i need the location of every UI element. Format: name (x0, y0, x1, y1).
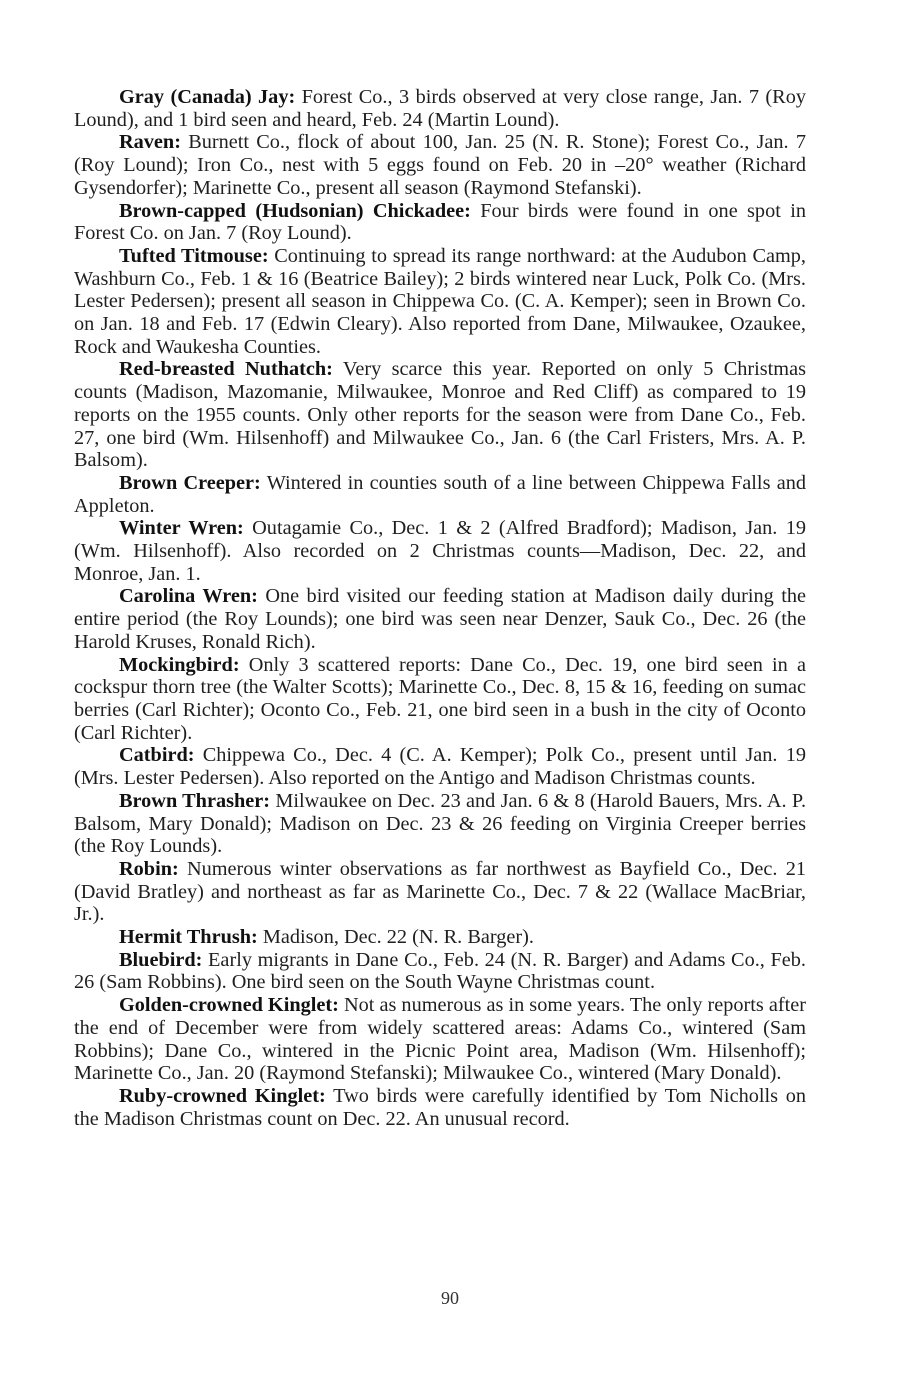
species-name: Tufted Titmouse: (119, 244, 269, 267)
entry-red-breasted-nuthatch (74, 358, 806, 472)
entry-golden-crowned-kinglet (74, 994, 806, 1085)
entry-text: Four birds were found in one spot in Forest Co. on Jan. 7 (Roy Lound). (74, 199, 806, 245)
entry-brown-creeper (74, 472, 806, 517)
entry-tufted-titmouse (74, 245, 806, 359)
entry-text: Forest Co., 3 birds observed at very close range, Jan. 7 (Roy Lound), and 1 bird seen and heard, Feb. 24 (Martin Lound). (74, 86, 806, 131)
species-name: Carolina Wren: (119, 585, 258, 608)
entry-bluebird (74, 949, 806, 994)
entry-text: Two birds were carefully identified by Tom Nicholls on the Madison Christmas count on Dec. 22. An unusual record. (74, 1084, 806, 1130)
entry-ruby-crowned-kinglet (74, 1085, 806, 1130)
species-name: Robin: (119, 857, 179, 880)
species-name: Gray (Canada) Jay: (119, 86, 296, 108)
species-name: Red-breasted Nuthatch: (119, 358, 333, 381)
page-number: 90 (441, 1288, 459, 1308)
entry-text: Milwaukee on Dec. 23 and Jan. 6 & 8 (Harold Bauers, Mrs. A. P. Balsom, Mary Donald); Madison on Dec. 23 & 26 feeding on Virginia Creeper berries (the Roy Lounds). (74, 789, 807, 858)
species-name: Raven: (119, 131, 181, 154)
entry-text: Madison, Dec. 22 (N. R. Barger). (257, 926, 534, 949)
species-name: Ruby-crowned Kinglet: (119, 1084, 326, 1107)
entry-text: Chippewa Co., Dec. 4 (C. A. Kemper); Polk Co., present until Jan. 19 (Mrs. Lester Pedersen). Also reported on the Antigo and Madison Christmas counts. (74, 744, 806, 790)
entry-text: Not as numerous as in some years. The only reports after the end of December were from widely scattered areas: Adams Co., wintered (Sam Robbins); Dane Co., wintered in the Picnic Point area, Madison (Wm. Hilsenhoff); Marinette Co., Jan. 20 (Raymond Stefanski); Milwaukee Co., wintered (Mary Donald). (74, 994, 807, 1085)
species-name: Bluebird: (119, 948, 203, 971)
entry-text: Wintered in counties south of a line between Chippewa Falls and Appleton. (74, 471, 806, 517)
species-name: Brown-capped (Hudsonian) Chickadee: (119, 199, 471, 222)
entry-text: Early migrants in Dane Co., Feb. 24 (N. R. Barger) and Adams Co., Feb. 26 (Sam Robbins). One bird seen on the South Wayne Christmas count. (74, 948, 806, 994)
entry-text: Continuing to spread its range northward: at the Audubon Camp, Washburn Co., Feb. 1 & 16 (Beatrice Bailey); 2 birds wintered near Luck, Polk Co. (Mrs. Lester Pedersen); present all season in Chippewa Co. (C. A. Kemper); seen in Brown Co. on Jan. 18 and Feb. 17 (Edwin Cleary). Also reported from Dane, Milwaukee, Ozaukee, Rock and Waukesha Counties. (74, 244, 806, 358)
entry-robin (74, 858, 806, 926)
entry-hermit-thrush (74, 926, 806, 949)
document-body (74, 86, 806, 1130)
entry-text: Burnett Co., flock of about 100, Jan. 25 (N. R. Stone); Forest Co., Jan. 7 (Roy Lound); Iron Co., nest with 5 eggs found on Feb. 20 in –20° weather (Richard Gysendorfer); Marinette Co., present all season (Raymond Stefanski). (74, 131, 806, 199)
species-name: Brown Thrasher: (119, 789, 271, 812)
entry-raven (74, 131, 806, 199)
entry-gray-jay (74, 86, 806, 131)
entry-text: Very scarce this year. Reported on only 5 Christmas counts (Madison, Mazomanie, Milwaukee, Monroe and Red Cliff) as compared to 19 reports on the 1955 counts. Only other reports for the season were from Dane Co., Feb. 27, one bird (Wm. Hilsenhoff) and Milwaukee Co., Jan. 6 (the Carl Fristers, Mrs. A. P. Balsom). (74, 358, 806, 472)
entry-winter-wren (74, 517, 806, 585)
species-name: Mockingbird: (119, 653, 240, 676)
entry-text: Numerous winter observations as far northwest as Bayfield Co., Dec. 21 (David Bratley) and northeast as far as Marinette Co., Dec. 7 & 22 (Wallace MacBriar, Jr.). (74, 857, 806, 926)
entry-brown-thrasher (74, 790, 806, 858)
entry-text: Outagamie Co., Dec. 1 & 2 (Alfred Bradford); Madison, Jan. 19 (Wm. Hilsenhoff). Also recorded on 2 Christmas counts—Madison, Dec. 22, and Monroe, Jan. 1. (74, 517, 806, 585)
entry-carolina-wren (74, 585, 806, 653)
species-name: Catbird: (119, 744, 195, 767)
species-name: Golden-crowned Kinglet: (119, 994, 339, 1017)
entry-catbird (74, 744, 806, 789)
entry-text: One bird visited our feeding station at Madison daily during the entire period (the Roy Lounds); one bird was seen near Denzer, Sauk Co., Dec. 26 (the Harold Kruses, Ronald Rich). (74, 585, 806, 653)
entry-text: Only 3 scattered reports: Dane Co., Dec. 19, one bird seen in a cockspur thorn tree (the Walter Scotts); Marinette Co., Dec. 8, 15 & 16, feeding on sumac berries (Carl Richter); Oconto Co., Feb. 21, one bird seen in a bush in the city of Oconto (Carl Richter). (74, 653, 806, 744)
species-name: Brown Creeper: (119, 471, 261, 494)
species-name: Winter Wren: (119, 517, 244, 540)
entry-mockingbird (74, 654, 806, 745)
species-name: Hermit Thrush: (119, 926, 258, 949)
entry-brown-capped-chickadee (74, 200, 806, 245)
